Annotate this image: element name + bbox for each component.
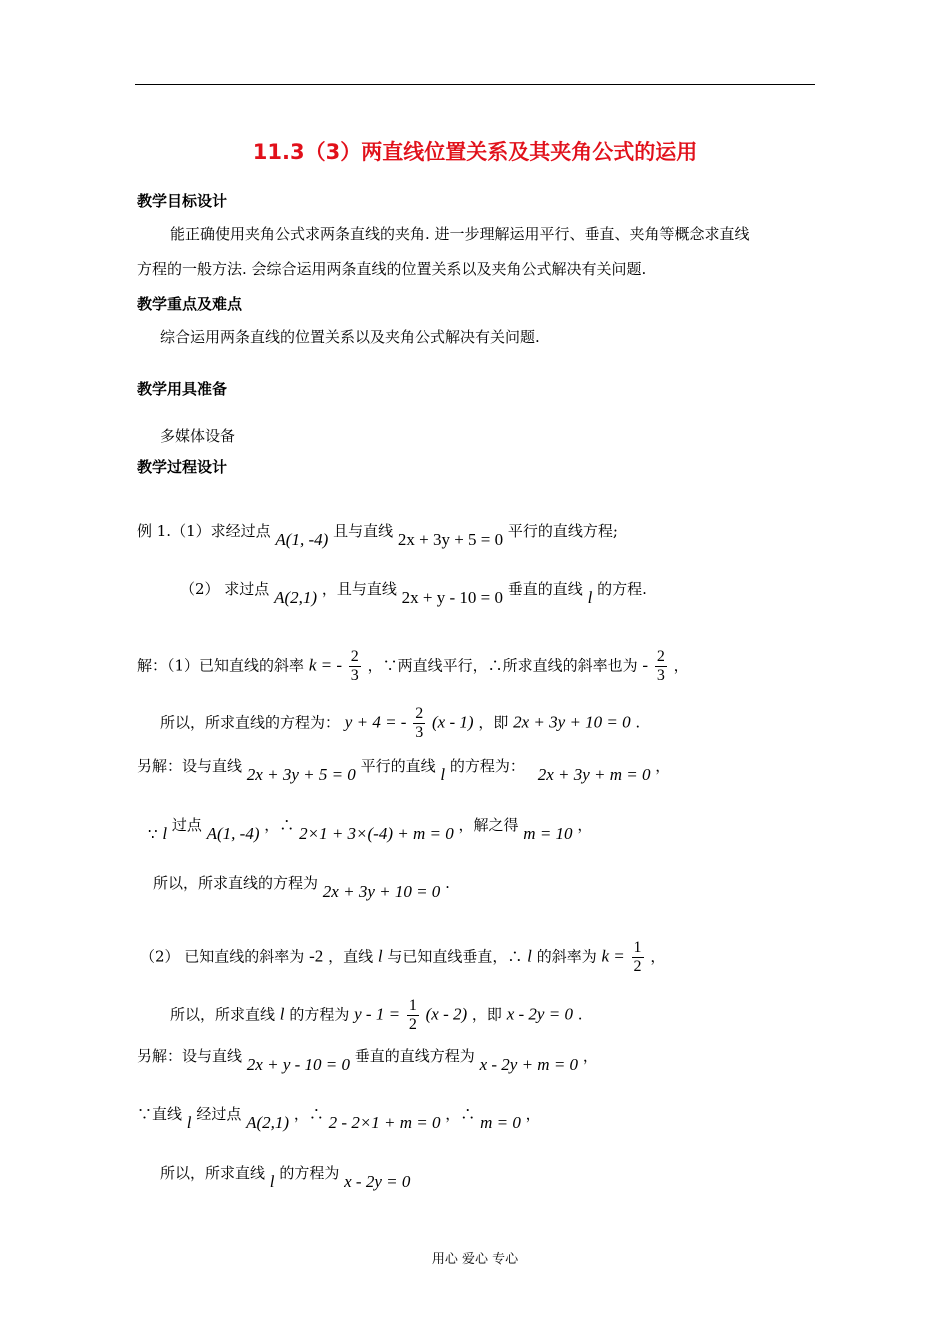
fraction-numerator: 1 [408, 997, 417, 1014]
solution-text: . [635, 713, 641, 732]
fraction [632, 939, 644, 976]
math-equation: 2x + 3y + m = 0 [537, 765, 651, 784]
fraction-denominator: 2 [408, 1016, 417, 1033]
solution-text: 与已知直线垂直，∴ [387, 947, 523, 966]
because-symbol: ∵ [148, 825, 158, 843]
math-variable: l [587, 588, 593, 607]
solution-text: ，直线 [328, 947, 374, 966]
goal-text-line2: 方程的一般方法. 会综合运用两条直线的位置关系以及夹角公式解决有关问题. [137, 260, 647, 278]
solution2-slope-line [140, 939, 665, 976]
solution-text: 过点 [171, 816, 202, 834]
solution-text: 的方程为 [279, 1164, 340, 1182]
math-equation: x - 2y = 0 [344, 1172, 411, 1191]
math-equation: 2x + y - 10 = 0 [246, 1055, 350, 1074]
math-variable: l [440, 765, 446, 784]
fraction [413, 705, 425, 742]
solution-text: ，即 [478, 713, 509, 732]
solution1-since-line [148, 814, 593, 843]
solution-text: ，∴ [264, 816, 295, 834]
solution-text: 经过点 [196, 1105, 242, 1123]
solution-text: 的方程为： [449, 757, 525, 775]
solution-text: 垂直的直线方程为 [354, 1047, 475, 1065]
math-point: A(1, -4) [206, 824, 260, 843]
math-variable: l [186, 1113, 192, 1132]
process-heading: 教学过程设计 [137, 458, 228, 476]
solution-text: 所以，所求直线 [160, 1164, 266, 1182]
solution-text: ， [577, 816, 593, 834]
solution-text: ， [525, 1105, 541, 1123]
math-equation: 2x + 3y + 5 = 0 [397, 530, 504, 549]
solution-text: ，解之得 [458, 816, 519, 834]
math-variable: l [527, 946, 532, 966]
math-equation: 2x + 3y + 10 = 0 [513, 712, 631, 732]
math-point: A(2,1) [246, 1113, 290, 1132]
math-expression: k = - [308, 655, 343, 675]
solution-text: ，∵两直线平行，∴所求直线的斜率也为 [367, 656, 638, 675]
fraction-numerator: 2 [350, 648, 359, 665]
example-text: 且与直线 [333, 522, 394, 540]
math-sign: - [642, 655, 649, 675]
solution-text: 的方程为 [289, 1005, 350, 1024]
example-text: ，且与直线 [321, 580, 397, 598]
example-text: 例 1.（1）求经过点 [137, 522, 271, 540]
fraction-denominator: 2 [633, 958, 642, 975]
math-equation: x - 2y = 0 [506, 1004, 573, 1024]
key-heading: 教学重点及难点 [137, 295, 243, 313]
solution-text: 平行的直线 [360, 757, 436, 775]
solution1-slope-line: 解：（1）已知直线的斜率 k = - $\frac{2}{3}$ ，∵两直线平行，∴所求直线的斜率也为 - $\frac{2}{3}$ ， [137, 648, 689, 684]
math-equation: x - 2y + m = 0 [479, 1055, 579, 1074]
fraction-denominator: 3 [656, 667, 665, 684]
math-equation: m = 10 [523, 824, 573, 843]
example-question-1 [137, 520, 618, 549]
fraction [655, 648, 667, 685]
solution-text: 解：（1）已知直线的斜率 [137, 656, 305, 675]
math-equation: m = 0 [480, 1113, 521, 1132]
fraction-numerator: 1 [633, 939, 642, 956]
math-equation: 2 - 2×1 + m = 0 [328, 1113, 441, 1132]
solution-text: ，即 [471, 1005, 502, 1024]
math-number: -2 [309, 946, 324, 966]
page-footer: 用心 爱心 专心 [431, 1252, 519, 1267]
math-equation: 2×1 + 3×(-4) + m = 0 [299, 824, 454, 843]
key-text: 综合运用两条直线的位置关系以及夹角公式解决有关问题. [160, 328, 540, 346]
solution-text: 另解：设与直线 [137, 1047, 243, 1065]
example-text: 的方程. [597, 580, 647, 598]
math-equation: 2x + 3y + 5 = 0 [246, 765, 356, 784]
solution-text: ，∴ [445, 1105, 476, 1123]
math-variable: l [279, 1004, 285, 1024]
example-text: 平行的直线方程; [507, 522, 618, 540]
math-expression: k = [601, 946, 625, 966]
math-expression: (x - 1) [432, 712, 474, 732]
goal-heading: 教学目标设计 [137, 192, 228, 210]
fraction-numerator: 2 [415, 705, 424, 722]
fraction-denominator: 3 [350, 667, 359, 684]
solution1-equation-line [160, 705, 640, 742]
solution-text: （2） 已知直线的斜率为 [140, 947, 305, 966]
solution-text: . [445, 874, 450, 892]
solution-text: 所以，所求直线的方程为： [160, 713, 341, 732]
tools-text: 多媒体设备 [160, 427, 236, 445]
tools-heading: 教学用具准备 [137, 380, 228, 398]
solution2-alt-line [137, 1045, 598, 1074]
solution-text: 的斜率为 [536, 947, 597, 966]
math-equation: 2x + y - 10 = 0 [401, 588, 503, 607]
math-expression: y + 4 = - [344, 712, 407, 732]
fraction-denominator: 3 [415, 724, 424, 741]
fraction [407, 997, 419, 1034]
math-variable: l [162, 824, 168, 843]
solution-text: ， [655, 757, 671, 775]
example-text: （2） 求过点 [180, 580, 270, 598]
solution-text: ， [650, 947, 666, 966]
header-rule [135, 84, 815, 85]
example-text: 垂直的直线 [507, 580, 583, 598]
math-variable: l [377, 946, 383, 966]
fraction [349, 648, 361, 685]
solution-text: 所以，所求直线的方程为 [153, 874, 319, 892]
solution1-alt-line [137, 755, 671, 784]
goal-text-line1: 能正确使用夹角公式求两条直线的夹角. 进一步理解运用平行、垂直、夹角等概念求直线 [170, 225, 750, 243]
solution-text: 所以，所求直线 [170, 1005, 276, 1024]
math-expression: (x - 2) [425, 1004, 468, 1024]
fraction-numerator: 2 [656, 648, 665, 665]
solution1-final-line [153, 872, 450, 901]
solution-text: ， [582, 1047, 598, 1065]
math-equation: 2x + 3y + 10 = 0 [322, 882, 441, 901]
solution2-equation-line [170, 997, 583, 1034]
math-expression: y - 1 = [354, 1004, 401, 1024]
solution2-since-line [137, 1103, 541, 1132]
solution-text: ∵直线 [137, 1105, 183, 1123]
math-point: A(1, -4) [275, 530, 329, 549]
example-question-2 [180, 578, 647, 607]
page-title: 11.3（3）两直线位置关系及其夹角公式的运用 [252, 140, 698, 164]
math-variable: l [269, 1172, 275, 1191]
solution-text: . [577, 1005, 583, 1024]
solution2-final-line [160, 1162, 411, 1191]
solution-text: 另解：设与直线 [137, 757, 243, 775]
math-point: A(2,1) [274, 588, 318, 607]
solution-text: ，∴ [293, 1105, 324, 1123]
